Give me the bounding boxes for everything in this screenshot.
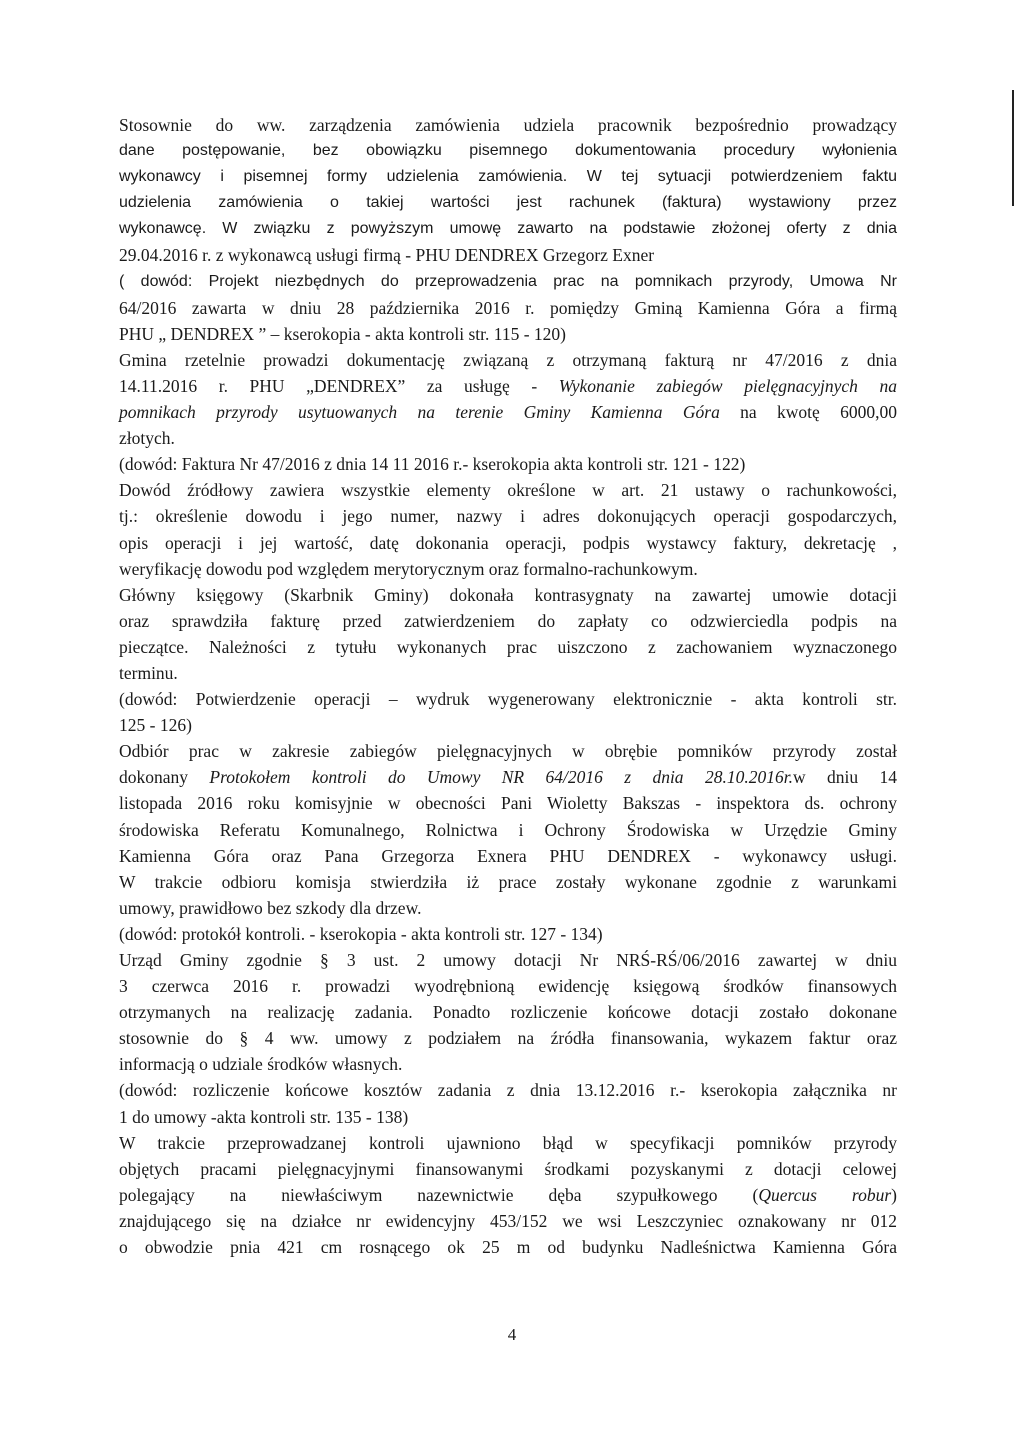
text-segment: na kwotę 6000,00: [719, 402, 897, 423]
italic-segment: Wykonanie zabiegów pielęgnacyjnych na: [558, 375, 897, 396]
text-line: opis operacji i jej wartość, datę dokonania operacji, podpis wystawcy faktury, dekretację ,: [119, 532, 897, 553]
text-line: Dowód źródłowy zawiera wszystkie elementy określone w art. 21 ustawy o rachunkowości,: [119, 480, 897, 501]
text-line: 1 do umowy -akta kontroli str. 135 - 138): [119, 1106, 409, 1127]
text-line: PHU „ DENDREX ” – kserokopia - akta kontroli str. 115 - 120): [119, 323, 566, 344]
margin-rule: [1012, 90, 1014, 206]
text-line: 3 czerwca 2016 r. prowadzi wyodrębnioną ewidencję księgową środków finansowych: [119, 976, 897, 997]
text-line: znajdującego się na działce nr ewidencyjny 453/152 we wsi Leszczyniec oznakowany nr 012: [119, 1210, 897, 1231]
text-line: oraz sprawdziła fakturę przed zatwierdzeniem do zapłaty co odzwierciedla podpis na: [119, 610, 897, 631]
text-line: [119, 764, 897, 790]
italic-segment: Protokołem kontroli do Umowy NR 64/2016 z dnia 28.10.2016r.: [209, 767, 793, 788]
italic-segment: pomnikach przyrody usytuowanych na terenie Gminy Kamienna Góra: [119, 402, 720, 423]
text-line: objętych pracami pielęgnacyjnymi finansowanymi środkami pozyskanymi z dotacji celowej: [119, 1158, 897, 1179]
text-line: wykonawcę. W związku z powyższym umowę zawarto na podstawie złożonej oferty z dnia: [119, 220, 897, 238]
text-line: wykonawcy i pisemnej formy udzielenia zamówienia. W tej sytuacji potwierdzeniem faktu: [119, 168, 897, 186]
text-line: Główny księgowy (Skarbnik Gminy) dokonała kontrasygnaty na zawartej umowie dotacji: [119, 584, 897, 605]
text-segment: dokonany: [119, 767, 210, 788]
text-line: W trakcie przeprowadzanej kontroli ujawniono błąd w specyfikacji pomników przyrody: [119, 1132, 897, 1153]
text-line: złotych.: [119, 428, 175, 449]
text-line: (dowód: protokół kontroli. - kserokopia - akta kontroli str. 127 - 134): [119, 923, 603, 944]
page-number: 4: [507, 1325, 517, 1344]
text-line: weryfikację dowodu pod względem merytorycznym oraz formalno-rachunkowym.: [119, 558, 698, 579]
text-line: Urząd Gminy zgodnie § 3 ust. 2 umowy dotacji Nr NRŚ-RŚ/06/2016 zawartej w dniu: [119, 950, 897, 970]
text-line: W trakcie odbioru komisja stwierdziła iż prace zostały wykonane zgodnie z warunkami: [119, 871, 897, 892]
text-line: udzielenia zamówienia o takiej wartości jest rachunek (faktura) wystawiony przez: [119, 194, 897, 212]
text-line: (dowód: Faktura Nr 47/2016 z dnia 14 11 2016 r.- kserokopia akta kontroli str. 121 - 122): [119, 454, 746, 475]
text-line: terminu.: [119, 662, 178, 683]
text-line: 64/2016 zawarta w dniu 28 października 2016 r. pomiędzy Gminą Kamienna Góra a firmą: [119, 297, 897, 318]
text-line: listopada 2016 roku komisyjnie w obecności Pani Wioletty Bakszas - inspektora ds. ochrony: [119, 793, 897, 814]
text-line: 125 - 126): [119, 715, 192, 736]
text-line: Odbiór prac w zakresie zabiegów pielęgnacyjnych w obrębie pomników przyrody został: [119, 741, 897, 762]
document-body: [119, 112, 897, 1260]
text-line: [119, 373, 897, 399]
text-line: Stosownie do ww. zarządzenia zamówienia udziela pracownik bezpośrednio prowadzący: [119, 115, 897, 135]
text-line: o obwodzie pnia 421 cm rosnącego ok 25 m od budynku Nadleśnictwa Kamienna Góra: [119, 1237, 897, 1258]
text-line: Gmina rzetelnie prowadzi dokumentację związaną z otrzymaną fakturą nr 47/2016 z dnia: [119, 349, 897, 370]
text-line: pieczątce. Należności z tytułu wykonanych prac uiszczono z zachowaniem wyznaczonego: [119, 636, 897, 657]
text-line: środowiska Referatu Komunalnego, Rolnictwa i Ochrony Środowiska w Urzędzie Gminy: [119, 819, 897, 840]
text-line: [119, 1182, 897, 1208]
text-line: 29.04.2016 r. z wykonawcą usługi firmą - PHU DENDREX Grzegorz Exner: [119, 245, 655, 266]
text-segment: w dniu 14: [792, 767, 897, 788]
text-line: (dowód: Potwierdzenie operacji – wydruk wygenerowany elektronicznie - akta kontroli str.: [119, 689, 897, 710]
text-line: [119, 399, 897, 425]
text-line: informacją o udziale środków własnych.: [119, 1054, 403, 1075]
text-line: tj.: określenie dowodu i jego numer, nazwy i adres dokonujących operacji gospodarczych,: [119, 506, 897, 527]
text-line: Kamienna Góra oraz Pana Grzegorza Exnera PHU DENDREX - wykonawcy usługi.: [119, 845, 897, 866]
text-segment: 14.11.2016 r. PHU „DENDREX” za usługę -: [119, 375, 559, 396]
text-segment: ): [891, 1184, 897, 1205]
text-line: ( dowód: Projekt niezbędnych do przeprowadzenia prac na pomnikach przyrody, Umowa Nr: [119, 272, 897, 290]
text-line: dane postępowanie, bez obowiązku pisemnego dokumentowania procedury wyłonienia: [119, 142, 897, 160]
text-line: umowy, prawidłowo bez szkody dla drzew.: [119, 897, 422, 918]
text-segment: polegający na niewłaściwym nazewnictwie dęba szypułkowego (: [119, 1184, 759, 1205]
italic-segment: Quercus robur: [758, 1184, 892, 1205]
text-line: otrzymanych na realizację zadania. Ponadto rozliczenie końcowe dotacji zostało dokonane: [119, 1002, 897, 1023]
text-line: (dowód: rozliczenie końcowe kosztów zadania z dnia 13.12.2016 r.- kserokopia załącznika nr: [119, 1080, 897, 1101]
text-line: stosownie do § 4 ww. umowy z podziałem na źródła finansowania, wykazem faktur oraz: [119, 1028, 897, 1049]
